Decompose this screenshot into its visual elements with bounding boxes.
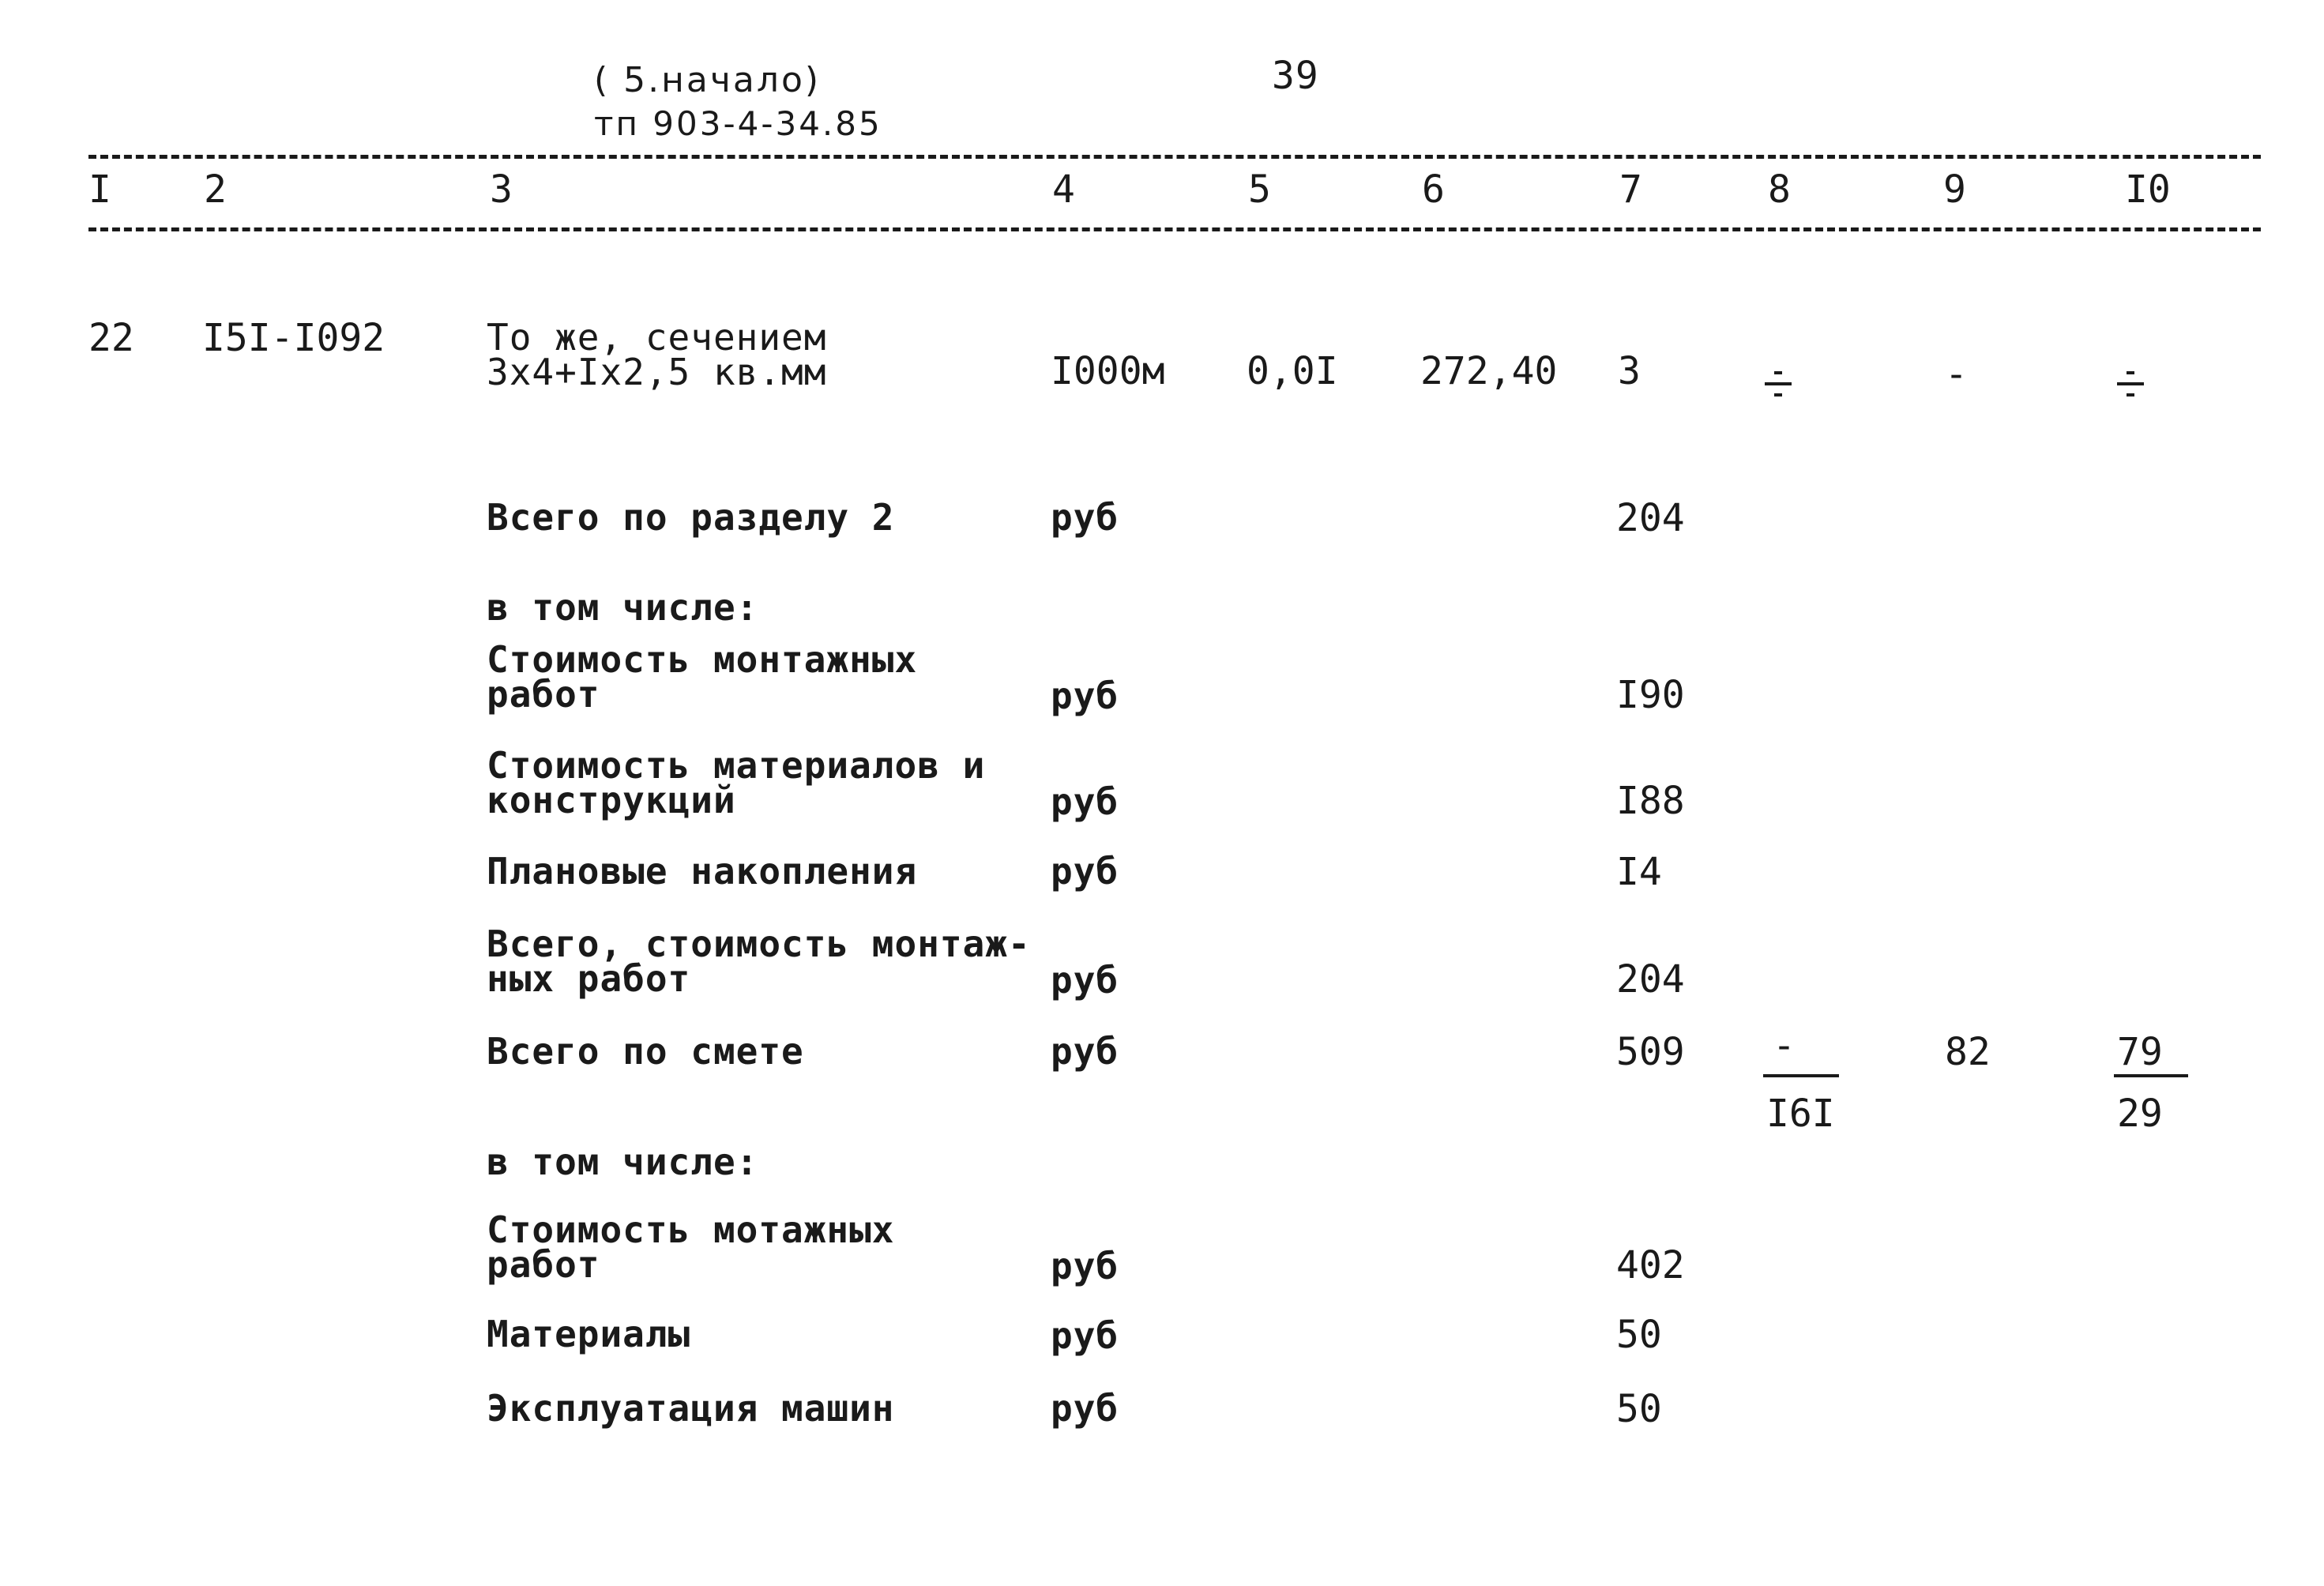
column-number-3: 3 [490,167,513,212]
mount-total-unit: руб [1051,959,1119,1002]
column-number-9: 9 [1943,167,1966,212]
item-col9: - [1945,352,1968,396]
machine-operation-label: Эксплуатация машин [487,1387,895,1430]
mount-cost2-value: 402 [1616,1243,1685,1287]
ditto-mark-col8 [1765,371,1792,398]
estimate-total-col8-bottom: I6I [1766,1092,1835,1136]
mount-cost-unit: руб [1051,675,1119,717]
section-total-label: Всего по разделу 2 [487,496,895,539]
column-number-4: 4 [1052,167,1075,212]
mount-cost2-label-line2: работ [487,1243,600,1286]
item-total: 3 [1618,349,1641,393]
fraction-line-col8 [1763,1074,1839,1077]
fraction-line-col10 [2114,1074,2188,1077]
planned-savings-value: I4 [1616,850,1662,894]
column-number-1: I [88,167,111,212]
column-number-2: 2 [204,167,227,212]
mount-cost-label-line2: работ [487,673,600,716]
materials-cost-unit: руб [1051,780,1119,823]
mount-cost2-label-line1: Стоимость мотажных [487,1208,895,1251]
estimate-total-unit: руб [1051,1030,1119,1073]
mount-cost2-unit: руб [1051,1245,1119,1287]
section-note: ( 5.начало) [594,60,822,100]
planned-savings-label: Плановые накопления [487,850,918,893]
item-unit: I000м [1051,349,1165,393]
header-top-rule [88,155,2261,159]
materials-label: Материалы [487,1313,691,1355]
planned-savings-unit: руб [1051,850,1119,893]
column-number-6: 6 [1422,167,1445,212]
including-label-1: в том числе: [487,586,759,629]
materials-unit: руб [1051,1314,1119,1357]
estimate-total-value: 509 [1616,1030,1685,1074]
section-total-value: 204 [1616,496,1685,540]
document-code: тп 903-4-34.85 [594,104,882,143]
item-number: 22 [88,316,134,360]
column-number-8: 8 [1768,167,1791,212]
section-total-unit: руб [1051,496,1119,539]
including-label-2: в том числе: [487,1141,759,1183]
item-code: I5I-I092 [202,316,385,360]
machine-operation-unit: руб [1051,1387,1119,1430]
mount-total-label-line1: Всего, стоимость монтаж- [487,923,1031,965]
page-number: 39 [1272,54,1319,98]
machine-operation-value: 50 [1616,1387,1662,1431]
mount-cost-label-line1: Стоимость монтажных [487,638,918,681]
materials-cost-value: I88 [1616,779,1685,823]
item-unit-price: 272,40 [1420,349,1558,393]
mount-total-value: 204 [1616,957,1685,1002]
estimate-total-col10-bottom: 29 [2117,1092,2163,1136]
estimate-total-col10-top: 79 [2117,1030,2163,1074]
header-bottom-rule [88,227,2261,231]
item-description-line1: То же, сечением [487,316,827,359]
item-quantity: 0,0I [1247,349,1338,393]
materials-cost-label-line2: конструкций [487,779,736,821]
item-description-line2: 3x4+Ix2,5 кв.мм [487,351,827,393]
materials-value: 50 [1616,1313,1662,1357]
column-number-5: 5 [1248,167,1271,212]
column-number-10: I0 [2125,167,2171,212]
ditto-mark-col10 [2117,371,2144,398]
mount-total-label-line2: ных работ [487,957,691,1000]
estimate-total-label: Всего по смете [487,1030,804,1073]
materials-cost-label-line1: Стоимость материалов и [487,744,986,787]
column-number-7: 7 [1619,167,1642,212]
mount-cost-value: I90 [1616,673,1685,717]
estimate-total-col9: 82 [1945,1030,1991,1074]
estimate-total-col8-top: - [1773,1024,1796,1068]
